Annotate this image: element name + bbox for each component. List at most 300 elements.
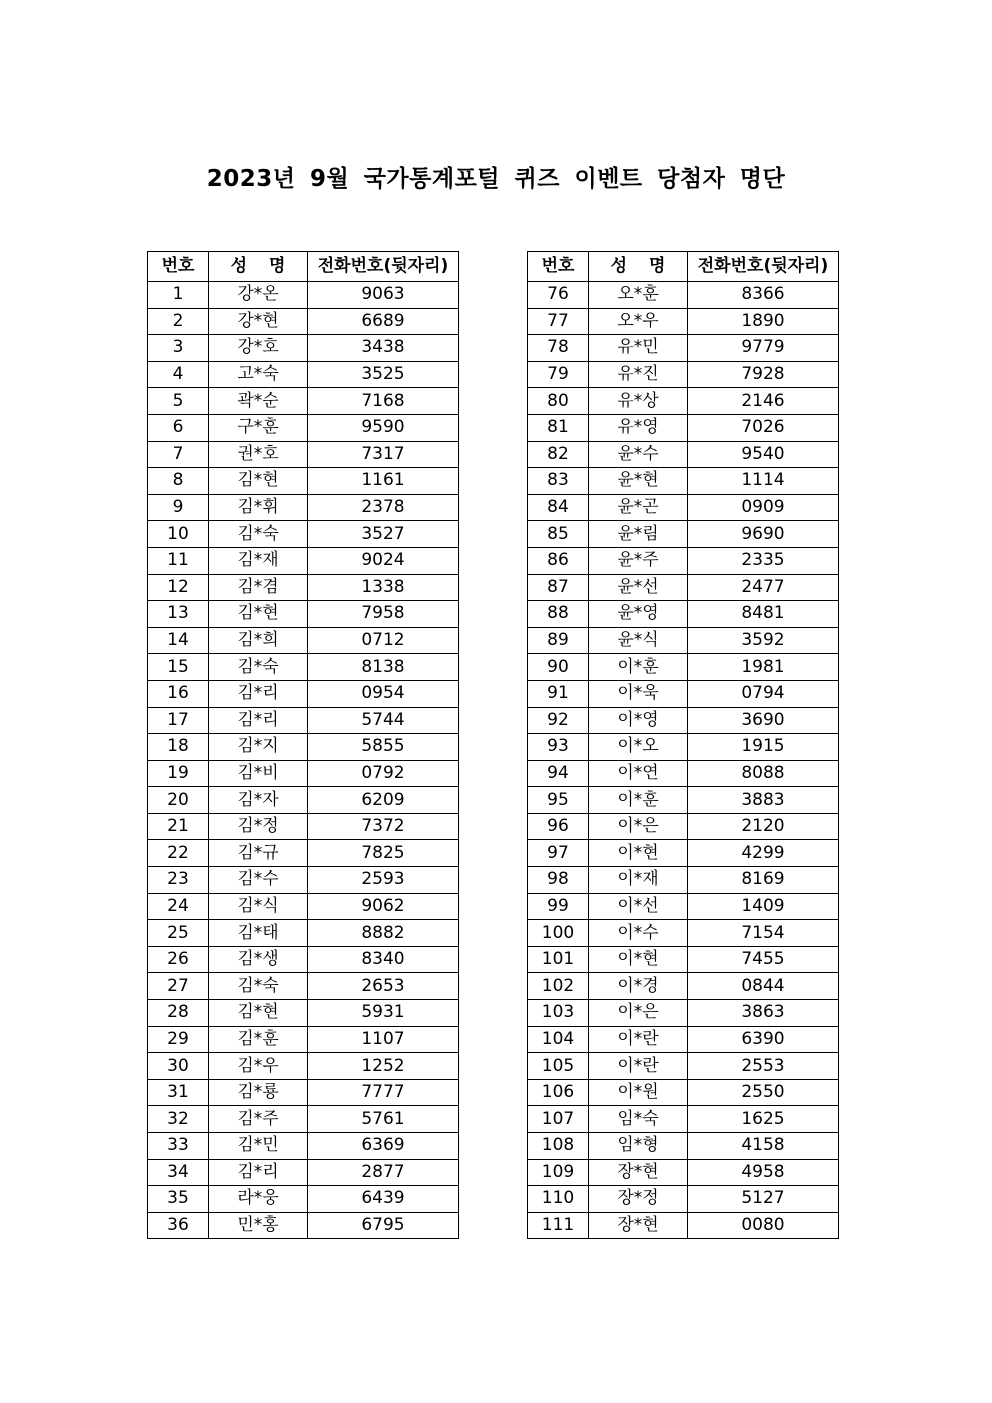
row-number: 109 [528,1159,589,1186]
row-name: 이*은 [589,1000,688,1027]
winners-table-left [147,251,459,1239]
row-number: 94 [528,760,589,787]
row-name: 이*선 [589,893,688,920]
row-phone: 2335 [688,547,839,574]
row-number: 103 [528,1000,589,1027]
table-header-row [528,252,839,282]
row-phone: 3438 [308,335,459,362]
row-phone: 9590 [308,414,459,441]
row-number: 17 [148,707,209,734]
row-number: 92 [528,707,589,734]
row-phone: 8366 [688,282,839,309]
row-name: 권*호 [209,441,308,468]
table-row [148,654,459,681]
header-number: 번호 [528,252,589,282]
row-name: 윤*림 [589,521,688,548]
row-phone: 3883 [688,787,839,814]
table-row [148,574,459,601]
row-name: 김*민 [209,1133,308,1160]
table-row [528,813,839,840]
row-number: 10 [148,521,209,548]
row-number: 90 [528,654,589,681]
row-number: 2 [148,308,209,335]
row-phone: 7928 [688,361,839,388]
row-name: 김*리 [209,1159,308,1186]
row-phone: 0954 [308,680,459,707]
row-number: 95 [528,787,589,814]
table-row [528,920,839,947]
row-phone: 1915 [688,734,839,761]
row-number: 78 [528,335,589,362]
row-name: 김*현 [209,601,308,628]
row-name: 김*숙 [209,654,308,681]
row-name: 김*비 [209,760,308,787]
row-phone: 0844 [688,973,839,1000]
row-phone: 2553 [688,1053,839,1080]
table-row [148,308,459,335]
row-name: 장*현 [589,1212,688,1239]
row-number: 79 [528,361,589,388]
row-name: 강*호 [209,335,308,362]
row-name: 김*훈 [209,1026,308,1053]
row-number: 107 [528,1106,589,1133]
row-phone: 3690 [688,707,839,734]
row-name: 김*숙 [209,521,308,548]
row-name: 김*리 [209,680,308,707]
row-name: 김*재 [209,547,308,574]
table-row [148,734,459,761]
row-phone: 1114 [688,468,839,495]
table-row [528,494,839,521]
row-phone: 7777 [308,1079,459,1106]
table-body-left [148,282,459,1239]
row-phone: 2477 [688,574,839,601]
table-row [148,1186,459,1213]
row-name: 윤*주 [589,547,688,574]
table-row [148,1106,459,1133]
row-phone: 6209 [308,787,459,814]
row-number: 86 [528,547,589,574]
row-phone: 2653 [308,973,459,1000]
row-phone: 2378 [308,494,459,521]
table-row [148,813,459,840]
row-phone: 1161 [308,468,459,495]
table-row [528,468,839,495]
row-phone: 9540 [688,441,839,468]
row-number: 24 [148,893,209,920]
row-number: 76 [528,282,589,309]
row-phone: 9063 [308,282,459,309]
row-phone: 0794 [688,680,839,707]
row-name: 이*현 [589,840,688,867]
row-phone: 0909 [688,494,839,521]
row-phone: 0080 [688,1212,839,1239]
row-name: 김*우 [209,1053,308,1080]
row-number: 5 [148,388,209,415]
row-phone: 0712 [308,627,459,654]
row-number: 8 [148,468,209,495]
row-name: 이*훈 [589,787,688,814]
row-phone: 3592 [688,627,839,654]
row-number: 96 [528,813,589,840]
row-phone: 7372 [308,813,459,840]
row-number: 19 [148,760,209,787]
row-name: 김*식 [209,893,308,920]
row-phone: 5855 [308,734,459,761]
table-row [148,361,459,388]
row-name: 김*자 [209,787,308,814]
row-name: 고*숙 [209,361,308,388]
row-name: 윤*영 [589,601,688,628]
header-phone: 전화번호(뒷자리) [308,252,459,282]
row-phone: 7168 [308,388,459,415]
row-number: 21 [148,813,209,840]
table-row [528,574,839,601]
table-row [148,946,459,973]
row-phone: 5931 [308,1000,459,1027]
row-phone: 1107 [308,1026,459,1053]
row-phone: 1625 [688,1106,839,1133]
row-phone: 7154 [688,920,839,947]
table-row [528,414,839,441]
table-row [528,760,839,787]
row-number: 18 [148,734,209,761]
table-row [528,1053,839,1080]
row-phone: 7026 [688,414,839,441]
row-number: 102 [528,973,589,1000]
row-number: 9 [148,494,209,521]
table-row [528,893,839,920]
row-name: 민*홍 [209,1212,308,1239]
row-number: 93 [528,734,589,761]
row-name: 유*진 [589,361,688,388]
row-name: 김*숙 [209,973,308,1000]
table-row [528,654,839,681]
table-row [528,680,839,707]
row-phone: 1409 [688,893,839,920]
header-phone: 전화번호(뒷자리) [688,252,839,282]
row-name: 구*훈 [209,414,308,441]
table-row [528,388,839,415]
row-name: 김*수 [209,867,308,894]
table-row [528,335,839,362]
row-number: 1 [148,282,209,309]
table-row [148,468,459,495]
row-name: 오*우 [589,308,688,335]
row-name: 윤*선 [589,574,688,601]
row-name: 김*휘 [209,494,308,521]
row-number: 4 [148,361,209,388]
table-row [148,1212,459,1239]
row-name: 김*현 [209,468,308,495]
table-row [528,734,839,761]
row-number: 26 [148,946,209,973]
row-name: 임*형 [589,1133,688,1160]
row-name: 김*겸 [209,574,308,601]
row-number: 100 [528,920,589,947]
table-row [148,601,459,628]
row-phone: 2146 [688,388,839,415]
row-number: 20 [148,787,209,814]
table-row [528,1000,839,1027]
table-row [148,840,459,867]
table-row [148,627,459,654]
row-phone: 4158 [688,1133,839,1160]
table-row [528,441,839,468]
table-row [528,1186,839,1213]
row-phone: 9024 [308,547,459,574]
row-name: 김*지 [209,734,308,761]
row-name: 이*영 [589,707,688,734]
row-phone: 1252 [308,1053,459,1080]
row-name: 장*현 [589,1159,688,1186]
row-name: 유*상 [589,388,688,415]
row-number: 35 [148,1186,209,1213]
row-phone: 6689 [308,308,459,335]
row-name: 이*원 [589,1079,688,1106]
row-number: 11 [148,547,209,574]
row-phone: 1338 [308,574,459,601]
row-name: 유*민 [589,335,688,362]
row-number: 97 [528,840,589,867]
table-row [148,414,459,441]
row-name: 이*욱 [589,680,688,707]
row-phone: 6439 [308,1186,459,1213]
row-phone: 7825 [308,840,459,867]
row-name: 김*리 [209,707,308,734]
row-phone: 7317 [308,441,459,468]
row-phone: 7958 [308,601,459,628]
row-phone: 0792 [308,760,459,787]
table-row [148,893,459,920]
row-name: 김*주 [209,1106,308,1133]
table-row [148,1159,459,1186]
table-row [148,760,459,787]
row-number: 104 [528,1026,589,1053]
row-number: 85 [528,521,589,548]
row-number: 88 [528,601,589,628]
table-row [528,361,839,388]
row-number: 111 [528,1212,589,1239]
winners-table-right [527,251,839,1239]
row-name: 윤*현 [589,468,688,495]
row-number: 91 [528,680,589,707]
table-row [528,547,839,574]
row-number: 16 [148,680,209,707]
row-name: 강*현 [209,308,308,335]
row-phone: 9779 [688,335,839,362]
table-row [528,707,839,734]
row-name: 김*룡 [209,1079,308,1106]
row-phone: 9062 [308,893,459,920]
row-number: 7 [148,441,209,468]
row-phone: 3525 [308,361,459,388]
table-row [148,1079,459,1106]
table-row [528,627,839,654]
table-row [148,973,459,1000]
row-name: 임*숙 [589,1106,688,1133]
row-phone: 6369 [308,1133,459,1160]
row-number: 99 [528,893,589,920]
row-name: 김*태 [209,920,308,947]
row-name: 김*정 [209,813,308,840]
row-name: 유*영 [589,414,688,441]
row-phone: 3527 [308,521,459,548]
row-phone: 3863 [688,1000,839,1027]
row-name: 라*웅 [209,1186,308,1213]
row-number: 108 [528,1133,589,1160]
row-number: 34 [148,1159,209,1186]
table-row [528,787,839,814]
table-row [148,680,459,707]
row-name: 이*란 [589,1053,688,1080]
row-name: 이*재 [589,867,688,894]
row-name: 이*은 [589,813,688,840]
table-row [528,308,839,335]
row-number: 89 [528,627,589,654]
table-row [528,1159,839,1186]
row-phone: 6390 [688,1026,839,1053]
table-row [148,1026,459,1053]
row-number: 28 [148,1000,209,1027]
row-number: 87 [528,574,589,601]
table-row [148,787,459,814]
table-row [528,1212,839,1239]
row-number: 22 [148,840,209,867]
row-phone: 6795 [308,1212,459,1239]
table-row [148,388,459,415]
page-title: 2023년 9월 국가통계포털 퀴즈 이벤트 당첨자 명단 [206,166,786,192]
row-number: 83 [528,468,589,495]
table-row [528,1133,839,1160]
table-row [528,1106,839,1133]
row-number: 36 [148,1212,209,1239]
row-phone: 7455 [688,946,839,973]
table-row [528,840,839,867]
row-phone: 1890 [688,308,839,335]
row-number: 12 [148,574,209,601]
row-name: 김*생 [209,946,308,973]
row-phone: 9690 [688,521,839,548]
row-phone: 5744 [308,707,459,734]
row-number: 27 [148,973,209,1000]
row-number: 101 [528,946,589,973]
table-row [528,282,839,309]
table-row [148,867,459,894]
row-name: 이*훈 [589,654,688,681]
row-name: 윤*곤 [589,494,688,521]
row-name: 윤*수 [589,441,688,468]
table-body-right [528,282,839,1239]
table-row [148,335,459,362]
table-row [148,282,459,309]
row-phone: 5127 [688,1186,839,1213]
table-row [148,521,459,548]
row-number: 25 [148,920,209,947]
table-row [528,1026,839,1053]
row-name: 이*현 [589,946,688,973]
row-number: 106 [528,1079,589,1106]
row-name: 강*온 [209,282,308,309]
table-row [148,1133,459,1160]
table-row [148,494,459,521]
row-phone: 2120 [688,813,839,840]
row-name: 오*훈 [589,282,688,309]
row-name: 이*수 [589,920,688,947]
row-name: 김*희 [209,627,308,654]
table-row [148,707,459,734]
row-number: 110 [528,1186,589,1213]
row-name: 이*란 [589,1026,688,1053]
header-name: 성 명 [209,252,308,282]
header-name: 성 명 [589,252,688,282]
row-phone: 8481 [688,601,839,628]
row-number: 14 [148,627,209,654]
row-name: 이*오 [589,734,688,761]
row-phone: 4958 [688,1159,839,1186]
row-phone: 2550 [688,1079,839,1106]
row-number: 82 [528,441,589,468]
table-row [148,547,459,574]
table-row [528,946,839,973]
row-number: 84 [528,494,589,521]
table-row [528,521,839,548]
row-number: 3 [148,335,209,362]
row-number: 81 [528,414,589,441]
row-phone: 8138 [308,654,459,681]
row-phone: 4299 [688,840,839,867]
row-name: 장*정 [589,1186,688,1213]
row-number: 32 [148,1106,209,1133]
table-row [148,920,459,947]
row-phone: 5761 [308,1106,459,1133]
table-row [148,1053,459,1080]
table-header-row [148,252,459,282]
row-phone: 2877 [308,1159,459,1186]
row-number: 98 [528,867,589,894]
header-number: 번호 [148,252,209,282]
row-number: 6 [148,414,209,441]
row-phone: 2593 [308,867,459,894]
row-phone: 8882 [308,920,459,947]
row-name: 이*경 [589,973,688,1000]
row-number: 77 [528,308,589,335]
row-phone: 8340 [308,946,459,973]
row-number: 15 [148,654,209,681]
row-number: 105 [528,1053,589,1080]
table-row [528,1079,839,1106]
row-number: 31 [148,1079,209,1106]
row-name: 곽*순 [209,388,308,415]
row-number: 30 [148,1053,209,1080]
table-row [528,973,839,1000]
row-name: 김*현 [209,1000,308,1027]
row-phone: 8088 [688,760,839,787]
table-row [528,867,839,894]
row-number: 33 [148,1133,209,1160]
table-row [148,441,459,468]
row-phone: 8169 [688,867,839,894]
row-phone: 1981 [688,654,839,681]
row-name: 윤*식 [589,627,688,654]
row-number: 29 [148,1026,209,1053]
table-row [148,1000,459,1027]
row-number: 23 [148,867,209,894]
table-row [528,601,839,628]
row-number: 13 [148,601,209,628]
row-name: 이*연 [589,760,688,787]
row-name: 김*규 [209,840,308,867]
